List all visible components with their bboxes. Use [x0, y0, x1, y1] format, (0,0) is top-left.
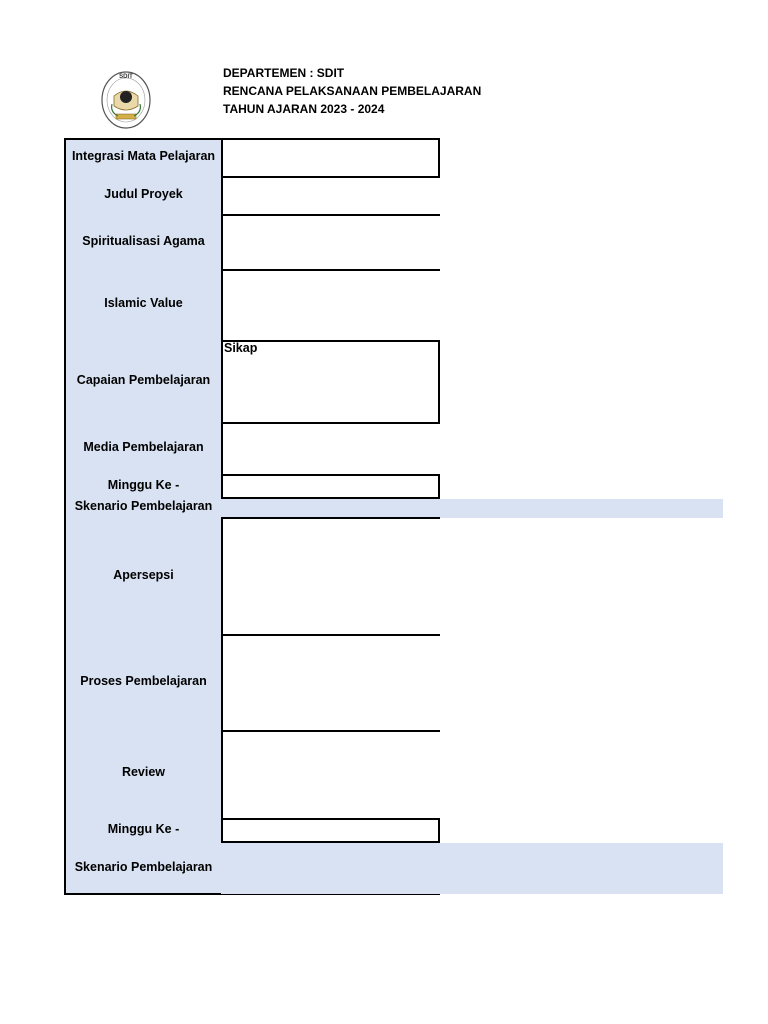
- row-border: [221, 634, 440, 636]
- label-media: Media Pembelajaran: [83, 440, 204, 454]
- minggu-cell-1[interactable]: [221, 474, 440, 499]
- label-islamic-value: Islamic Value: [104, 296, 183, 310]
- label-skenario-1: Skenario Pembelajaran: [74, 499, 213, 513]
- skenario-band-1: [221, 499, 723, 518]
- label-spiritualisasi: Spiritualisasi Agama: [82, 234, 205, 248]
- row-border: [221, 214, 440, 216]
- label-review: Review: [121, 765, 166, 779]
- school-logo: [100, 70, 152, 130]
- label-column: [64, 138, 221, 895]
- label-skenario-2: Skenario Pembelajaran: [74, 860, 213, 874]
- integrasi-cell[interactable]: [221, 138, 440, 178]
- label-judul-proyek: Judul Proyek: [104, 187, 183, 201]
- label-proses: Proses Pembelajaran: [80, 674, 207, 688]
- skenario-band-2: [221, 843, 723, 894]
- label-apersepsi: Apersepsi: [113, 568, 174, 582]
- row-border: [221, 730, 440, 732]
- capaian-value: Sikap: [224, 341, 258, 355]
- department-title: DEPARTEMEN : SDIT: [223, 66, 345, 80]
- row-border: [221, 517, 440, 519]
- label-minggu-1: Minggu Ke -: [107, 478, 180, 492]
- label-capaian: Capaian Pembelajaran: [76, 373, 211, 387]
- logo-text: SDIT: [119, 74, 133, 80]
- minggu-cell-2[interactable]: [221, 818, 440, 843]
- academic-year: TAHUN AJARAN 2023 - 2024: [223, 102, 385, 116]
- label-minggu-2: Minggu Ke -: [107, 822, 180, 836]
- document-title: RENCANA PELAKSANAAN PEMBELAJARAN: [223, 84, 482, 98]
- row-border: [221, 269, 440, 271]
- label-integrasi: Integrasi Mata Pelajaran: [71, 149, 216, 163]
